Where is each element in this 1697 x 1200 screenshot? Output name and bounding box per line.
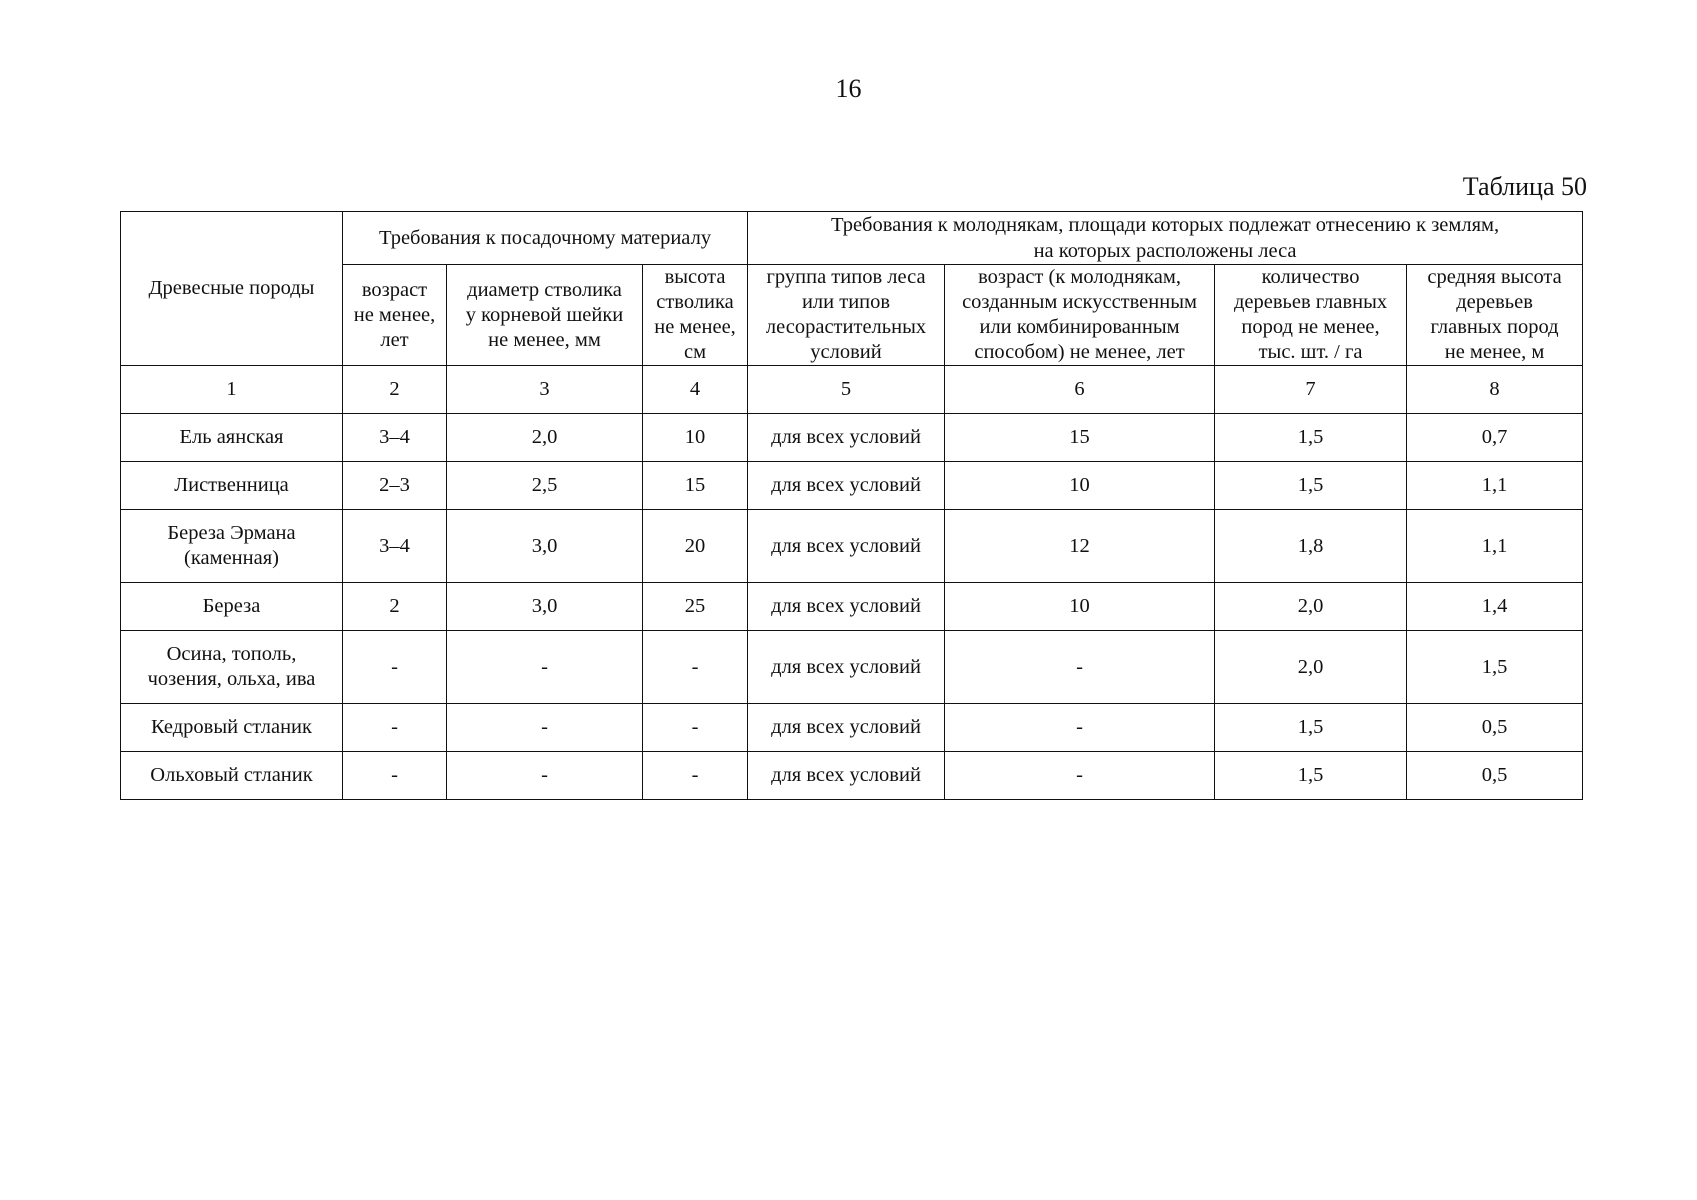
column-number: 4 [643,366,748,414]
table-row [121,752,1583,800]
column-header-line: или комбинированным [979,316,1180,338]
table-cell: 2–3 [343,462,447,510]
species-name-line: Ель аянская [179,426,284,448]
column-header-line: возраст [361,278,428,301]
table-cell: 1,5 [1215,704,1407,752]
table-cell: - [447,752,643,800]
table-cell: 1,1 [1407,462,1583,510]
table-cell: 25 [643,583,748,631]
table-cell: - [945,752,1215,800]
table-row [121,462,1583,510]
column-number: 6 [945,366,1215,414]
column-header-6 [945,265,1215,366]
species-name-line: чозения, ольха, ива [147,668,316,690]
column-header-line: условий [810,341,882,363]
column-number: 1 [121,366,343,414]
column-header-line: группа типов леса [766,266,926,288]
column-header-7 [1215,265,1407,366]
column-header-line: см [683,341,707,363]
column-number: 7 [1215,366,1407,414]
young-stand-header [748,212,1583,265]
column-header-line: лесорастительных [765,316,927,338]
species-name [121,631,343,704]
table-cell: 2,0 [1215,583,1407,631]
young-stand-header-line1: Требования к молоднякам, площади которых подлежат отнесению к землям, [830,214,1500,236]
table-cell: 15 [643,462,748,510]
column-header-line: возраст (к молоднякам, [978,266,1181,288]
table-cell: 3,0 [447,583,643,631]
column-header-line: пород не менее, [1241,316,1380,338]
table-cell: 10 [945,462,1215,510]
table-cell: 1,1 [1407,510,1583,583]
table-cell: 2,0 [447,414,643,462]
column-header-line: деревьев [1456,291,1533,313]
table-cell: 1,5 [1215,414,1407,462]
planting-material-header: Требования к посадочному материалу [343,212,748,265]
column-header-line: стволика [656,291,734,313]
table-cell: - [447,704,643,752]
column-header-2 [343,265,447,366]
column-header-line: высота [664,266,726,288]
column-header-line: созданным искусственным [962,291,1197,313]
data-table [120,211,1583,800]
column-number: 8 [1407,366,1583,414]
column-header-line: деревьев главных [1233,291,1388,313]
table-row [121,631,1583,704]
column-header-8 [1407,265,1583,366]
table-row [121,414,1583,462]
column-header-line: диаметр стволика [467,278,622,301]
species-name [121,583,343,631]
column-header-line: способом) не менее, лет [974,341,1185,363]
table-cell: 10 [945,583,1215,631]
column-header-line: не менее, [353,303,436,326]
table-cell: - [643,704,748,752]
table-row [121,704,1583,752]
table-row [121,510,1583,583]
table-row [121,583,1583,631]
table-cell: 1,5 [1407,631,1583,704]
young-stand-header-line2: на которых расположены леса [1033,240,1297,262]
table-cell: для всех условий [748,704,945,752]
column-header-line: не менее, м [1444,341,1545,363]
table-cell: 20 [643,510,748,583]
table-cell: - [343,752,447,800]
species-name-line: Береза Эрмана [167,522,296,544]
column-header-line: средняя высота [1427,266,1562,288]
column-header-line: не менее, [654,316,736,338]
column-header-5 [748,265,945,366]
column-header-line: не менее, мм [488,328,601,351]
table-cell: 1,5 [1215,462,1407,510]
table-cell: - [343,704,447,752]
column-header-line: лет [380,328,409,351]
species-name [121,510,343,583]
species-name-line: Ольховый стланик [150,764,313,786]
column-header-3 [447,265,643,366]
species-name-line: (каменная) [184,547,279,569]
species-name [121,414,343,462]
table-cell: 2,0 [1215,631,1407,704]
column-header-line: тыс. шт. / га [1258,341,1363,363]
table-cell: 3–4 [343,510,447,583]
column-header-line: главных пород [1430,316,1559,338]
column-number: 2 [343,366,447,414]
table-cell: для всех условий [748,462,945,510]
table-cell: - [945,631,1215,704]
table-cell: 1,8 [1215,510,1407,583]
table-cell: - [643,752,748,800]
table-cell: 3,0 [447,510,643,583]
column-header-line: или типов [801,291,891,313]
species-name-line: Осина, тополь, [166,643,297,665]
column-header-4 [643,265,748,366]
table-cell: 10 [643,414,748,462]
table-cell: 3–4 [343,414,447,462]
column-header-line: количество [1261,266,1360,288]
column-number: 3 [447,366,643,414]
table-cell: 12 [945,510,1215,583]
table-cell: 1,5 [1215,752,1407,800]
species-name-line: Кедровый стланик [151,716,312,738]
table-cell: - [945,704,1215,752]
table-cell: 1,4 [1407,583,1583,631]
species-name [121,462,343,510]
column-header-line: у корневой шейки [465,303,624,326]
table-cell: 15 [945,414,1215,462]
table-cell: - [643,631,748,704]
table-cell: для всех условий [748,631,945,704]
table-cell: 0,5 [1407,752,1583,800]
species-name-line: Береза [202,595,261,617]
table-cell: для всех условий [748,414,945,462]
table-cell: 2,5 [447,462,643,510]
table-cell: для всех условий [748,752,945,800]
table-cell: - [343,631,447,704]
column-number: 5 [748,366,945,414]
species-name [121,704,343,752]
species-header: Древесные породы [121,212,343,366]
table-cell: 2 [343,583,447,631]
table-cell: для всех условий [748,583,945,631]
species-name-line: Лиственница [174,474,289,496]
page-number: 16 [835,74,862,103]
table-caption: Таблица 50 [1462,172,1587,201]
table-cell: 0,5 [1407,704,1583,752]
table-cell: для всех условий [748,510,945,583]
table-cell: 0,7 [1407,414,1583,462]
species-name [121,752,343,800]
table-cell: - [447,631,643,704]
